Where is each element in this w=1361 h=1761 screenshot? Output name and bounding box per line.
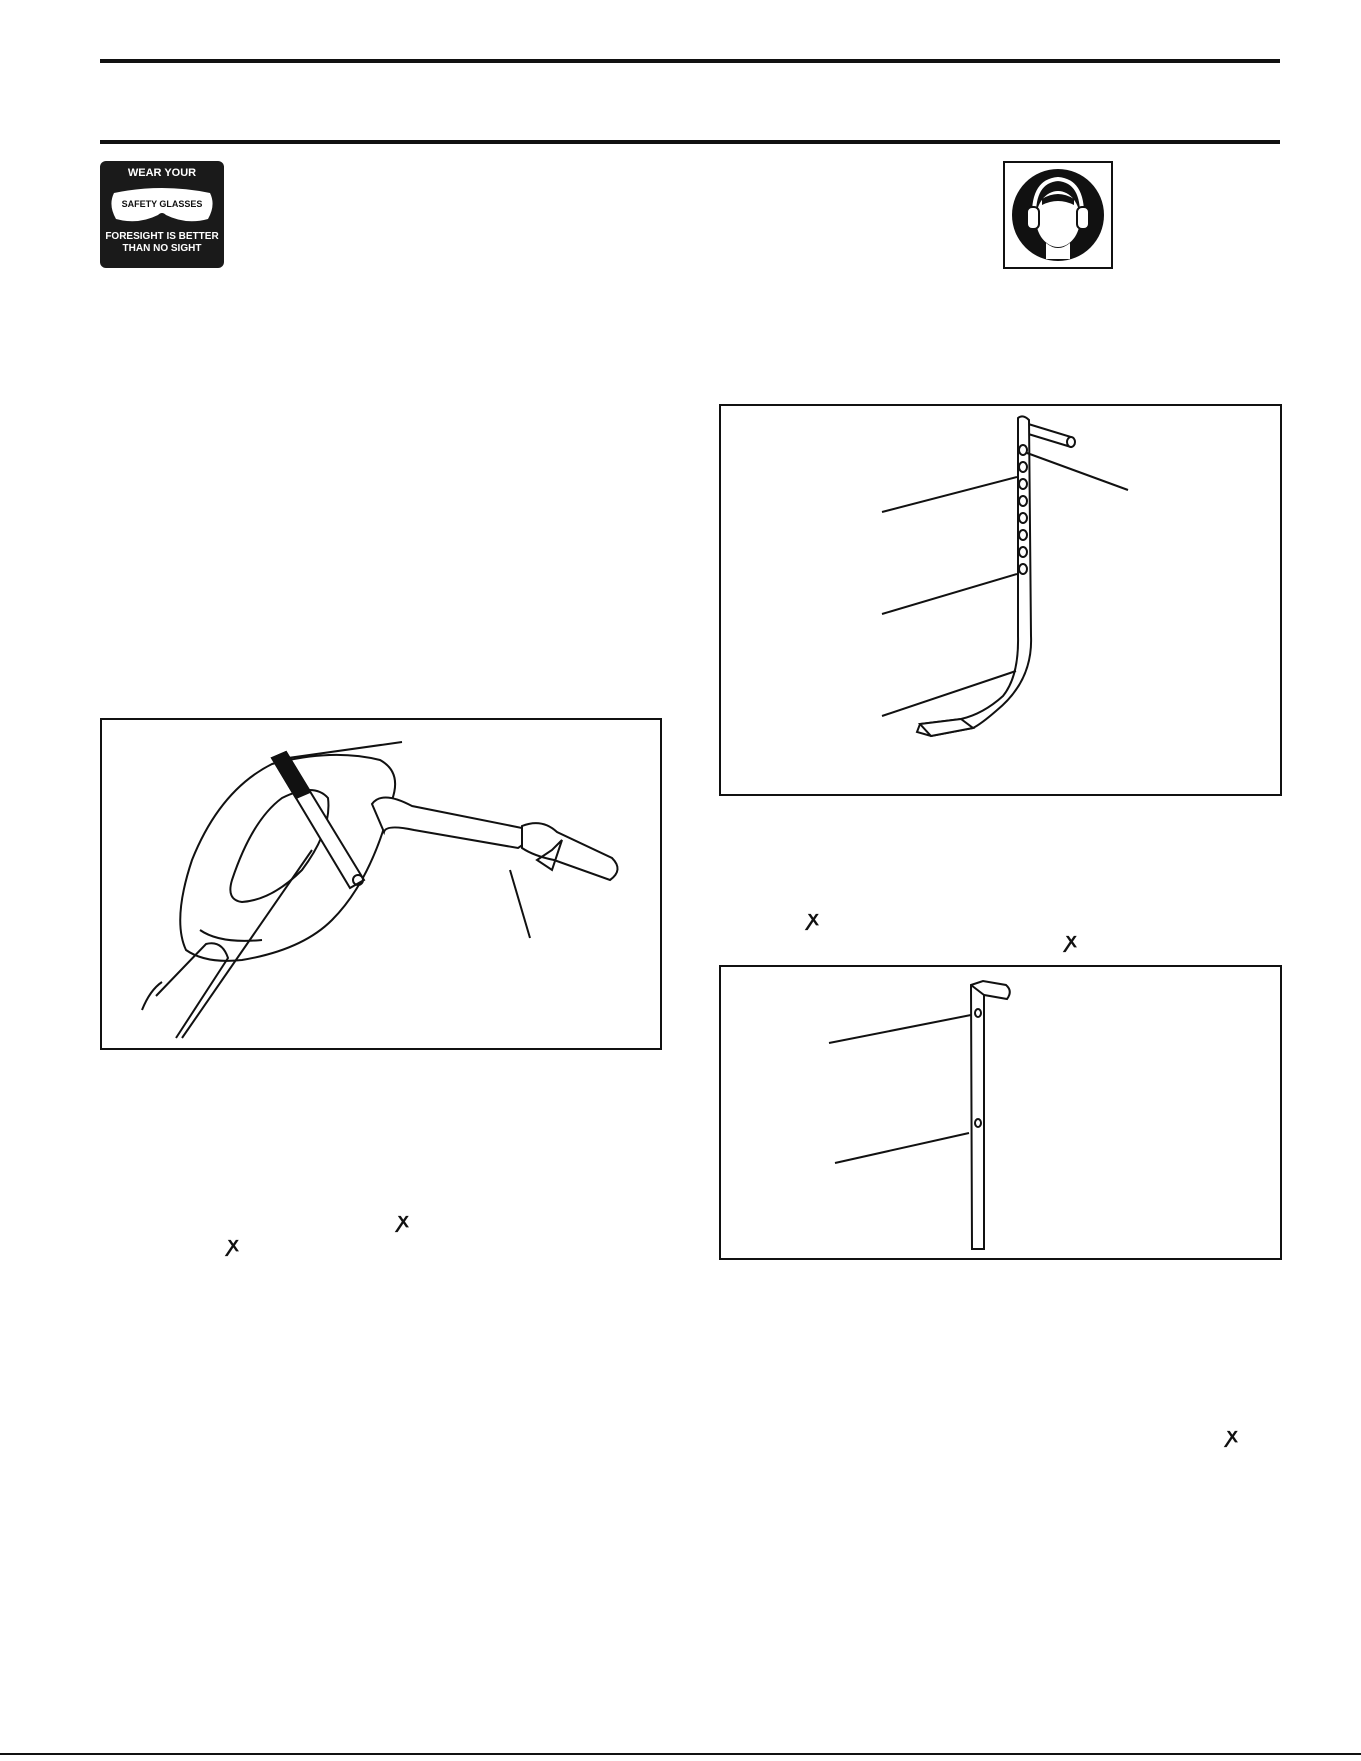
- decal-text-foresight-line1: FORESIGHT IS BETTER: [105, 231, 219, 242]
- figure-handle-lever: [100, 718, 662, 1050]
- safety-glasses-decal: [100, 161, 224, 268]
- decal-text-foresight: [100, 231, 224, 255]
- decal-text-safety-glasses: SAFETY GLASSES: [121, 199, 203, 209]
- bolt-hardware-icon: ꭗ: [398, 1208, 409, 1232]
- decal-text-foresight-line2: THAN NO SIGHT: [122, 243, 202, 254]
- bar-illustration: [721, 406, 1280, 794]
- footer-rule: [0, 1753, 1361, 1755]
- header-rule-bottom: [100, 140, 1280, 144]
- decal-text-wear-your: WEAR YOUR: [127, 167, 197, 179]
- header-rule-top: [100, 59, 1280, 63]
- bolt-hardware-icon: ꭗ: [1066, 928, 1077, 952]
- bolt-hardware-icon: ꭗ: [228, 1232, 239, 1256]
- ear-protection-icon: [1005, 163, 1111, 267]
- strap-illustration: [721, 967, 1280, 1258]
- handle-illustration: [102, 720, 660, 1048]
- ear-protection-decal: [1003, 161, 1113, 269]
- figure-flat-strap: [719, 965, 1282, 1260]
- figure-bar-with-holes: [719, 404, 1282, 796]
- bolt-hardware-icon: ꭗ: [1227, 1423, 1238, 1447]
- bolt-hardware-icon: ꭗ: [808, 906, 819, 930]
